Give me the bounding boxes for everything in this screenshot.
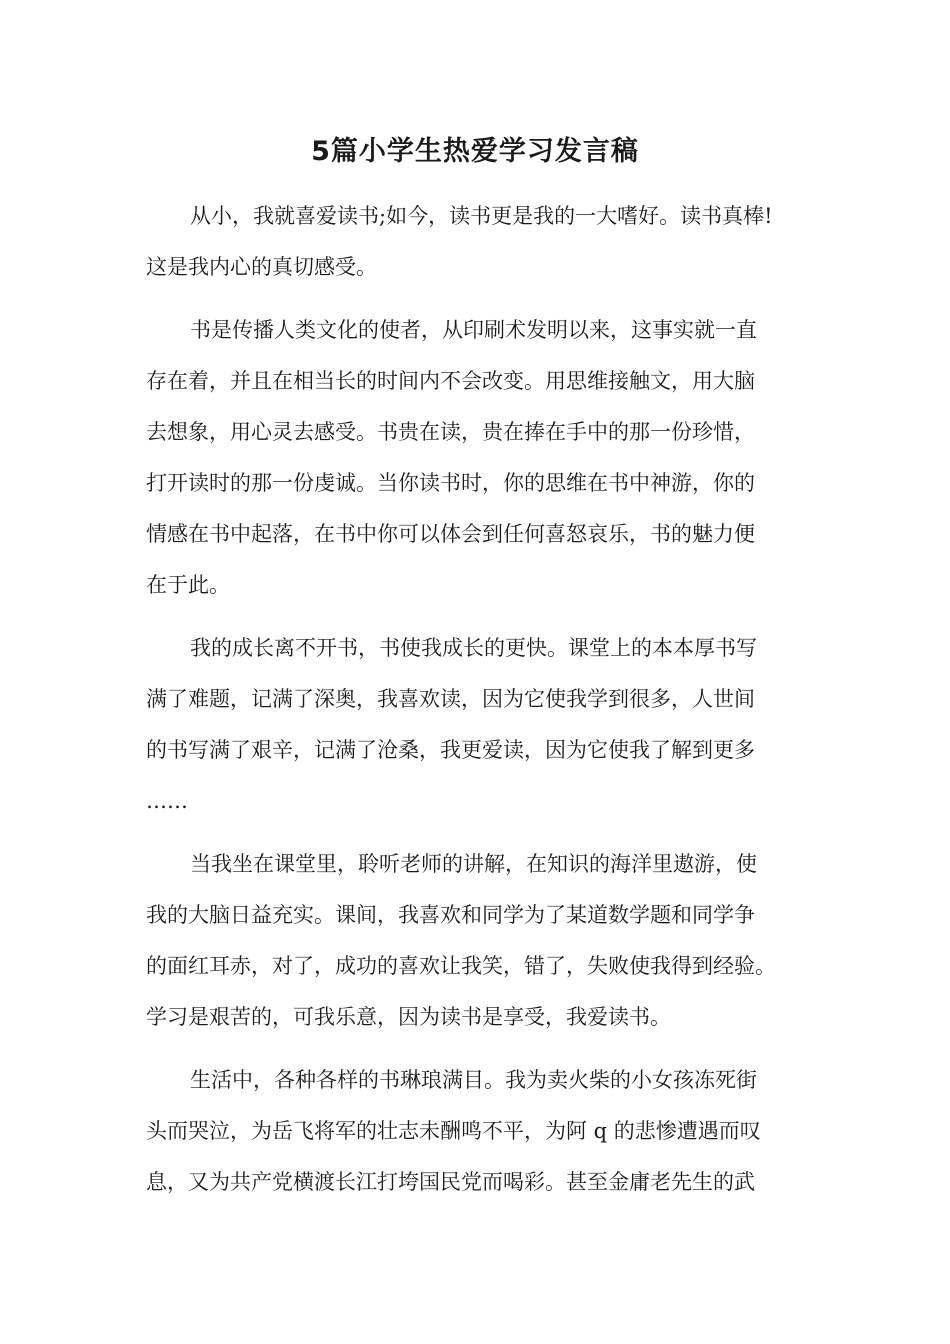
paragraph-line: 息，又为共产党横渡长江打垮国民党而喝彩。甚至金庸老先生的武 — [146, 1170, 755, 1194]
paragraph-line: 书是传播人类文化的使者，从印刷术发明以来，这事实就一直 — [190, 318, 757, 342]
paragraph-line: 我的大脑日益充实。课间，我喜欢和同学为了某道数学题和同学争 — [146, 903, 755, 927]
paragraph-line: 我的成长离不开书，书使我成长的更快。课堂上的本本厚书写 — [190, 636, 757, 660]
paragraph-4 — [146, 839, 816, 1043]
paragraph-line: 存在着，并且在相当长的时间内不会改变。用思维接触文，用大脑 — [146, 369, 755, 393]
paragraph-line: 的面红耳赤，对了，成功的喜欢让我笑，错了，失败使我得到经验。 — [146, 954, 776, 978]
paragraph-line: 学习是艰苦的，可我乐意，因为读书是享受，我爱读书。 — [146, 1005, 671, 1029]
paragraph-line: 情感在书中起落，在书中你可以体会到任何喜怒哀乐，书的魅力便 — [146, 522, 755, 546]
paragraph-line: 满了难题，记满了深奥，我喜欢读，因为它使我学到很多，人世间 — [146, 687, 755, 711]
paragraph-line: 生活中，各种各样的书琳琅满目。我为卖火柴的小女孩冻死街 — [190, 1068, 757, 1092]
paragraph-5 — [146, 1055, 816, 1208]
paragraph-line: 在于此。 — [146, 573, 230, 597]
paragraph-line: 打开读时的那一份虔诚。当你读书时，你的思维在书中神游，你的 — [146, 471, 755, 495]
paragraph-line: 的书写满了艰辛，记满了沧桑，我更爱读，因为它使我了解到更多 — [146, 738, 755, 762]
paragraph-line: 这是我内心的真切感受。 — [146, 255, 377, 279]
paragraph-line: 头而哭泣，为岳飞将军的壮志未酬鸣不平，为阿 q 的悲惨遭遇而叹 — [146, 1119, 761, 1143]
paragraph-3 — [146, 623, 816, 827]
paragraph-2 — [146, 305, 816, 611]
paragraph-line: 从小，我就喜爱读书;如今，读书更是我的一大嗜好。读书真棒! — [190, 204, 773, 228]
paragraph-1 — [146, 191, 816, 293]
document-body — [146, 191, 816, 1220]
paragraph-line: 当我坐在课堂里，聆听老师的讲解，在知识的海洋里遨游，使 — [190, 852, 757, 876]
document-title: 5篇小学生热爱学习发言稿 — [311, 136, 639, 167]
paragraph-line: 去想象，用心灵去感受。书贵在读，贵在捧在手中的那一份珍惜， — [146, 420, 755, 444]
paragraph-line: …… — [146, 789, 188, 813]
